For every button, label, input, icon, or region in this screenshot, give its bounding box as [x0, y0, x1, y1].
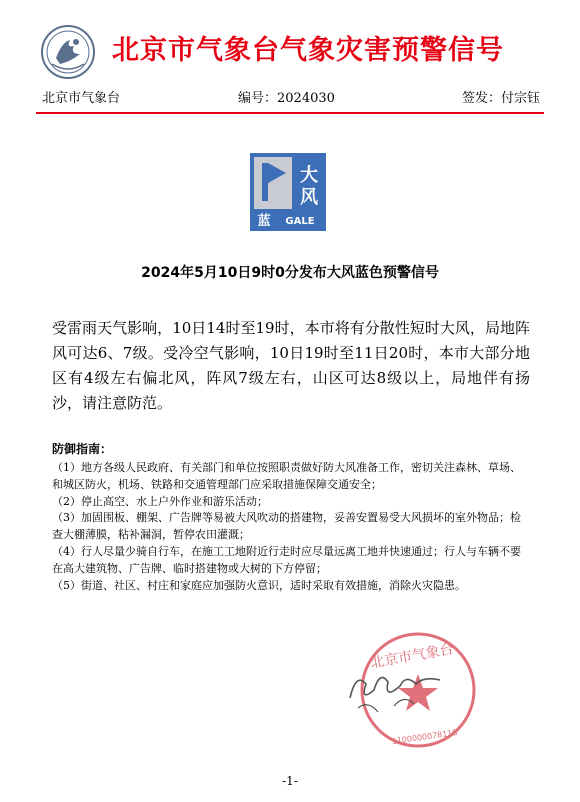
badge-hazard-char-2: 风: [300, 187, 318, 208]
guide-item: （1）地方各级人民政府、有关部门和单位按照职责做好防大风准备工作，密切关注森林、草场、和城区防火，机场、铁路和交通管理部门应采取措施保障交通安全；: [52, 461, 521, 491]
serial-number: 编号：2024030: [238, 91, 335, 106]
guide-list: [52, 460, 530, 594]
badge-level-char: 蓝: [257, 214, 271, 229]
gale-blue-warning-icon: [250, 153, 326, 231]
guide-item: （2）停止高空、水上户外作业和游乐活动；: [52, 494, 268, 508]
header-divider: [36, 112, 544, 114]
guide-item: （3）加固围板、棚架、广告牌等易被大风吹动的搭建物，妥善安置易受大风损坏的室外物品；检查大棚薄膜，粘补漏洞，暂停农田灌溉；: [52, 511, 521, 542]
issuer-label: 北京市气象台: [42, 91, 121, 106]
guide-title: 防御指南：: [52, 442, 113, 456]
document-title: 北京市气象台气象灾害预警信号: [112, 35, 504, 66]
badge-hazard-en: GALE: [285, 216, 315, 227]
page-number: -1-: [282, 774, 298, 788]
svg-text:北京市气象台: 北京市气象台: [369, 641, 455, 672]
warning-headline: 2024年5月10日9时0分发布大风蓝色预警信号: [141, 265, 439, 281]
cma-logo-icon: [40, 24, 96, 80]
guide-item: （4）行人尽量少骑自行车，在施工工地附近行走时应尽量远离工地并快速通过；行人与车辆不要在高大建筑物、广告牌、临时搭建物或大树的下方停留；: [52, 544, 521, 575]
official-seal-icon: [344, 620, 484, 760]
guide-item: （5）街道、社区、村庄和家庭应加强防火意识，适时采取有效措施，消除火灾隐患。: [52, 578, 466, 592]
badge-hazard-char-1: 大: [300, 165, 318, 186]
svg-text:1100000078118: 1100000078118: [391, 727, 459, 747]
signer-label: 签发：付宗钰: [461, 91, 540, 106]
meta-row: [42, 87, 540, 105]
warning-body: 受雷雨天气影响，10日14时至19时，本市将有分散性短时大风，局地阵风可达6、7级。受冷空气影响，10日19时至11日20时，本市大部分地区有4级左右偏北风，阵风7级左右，山区可达8级以上，局地伴有扬沙，请注意防范。: [52, 319, 530, 412]
